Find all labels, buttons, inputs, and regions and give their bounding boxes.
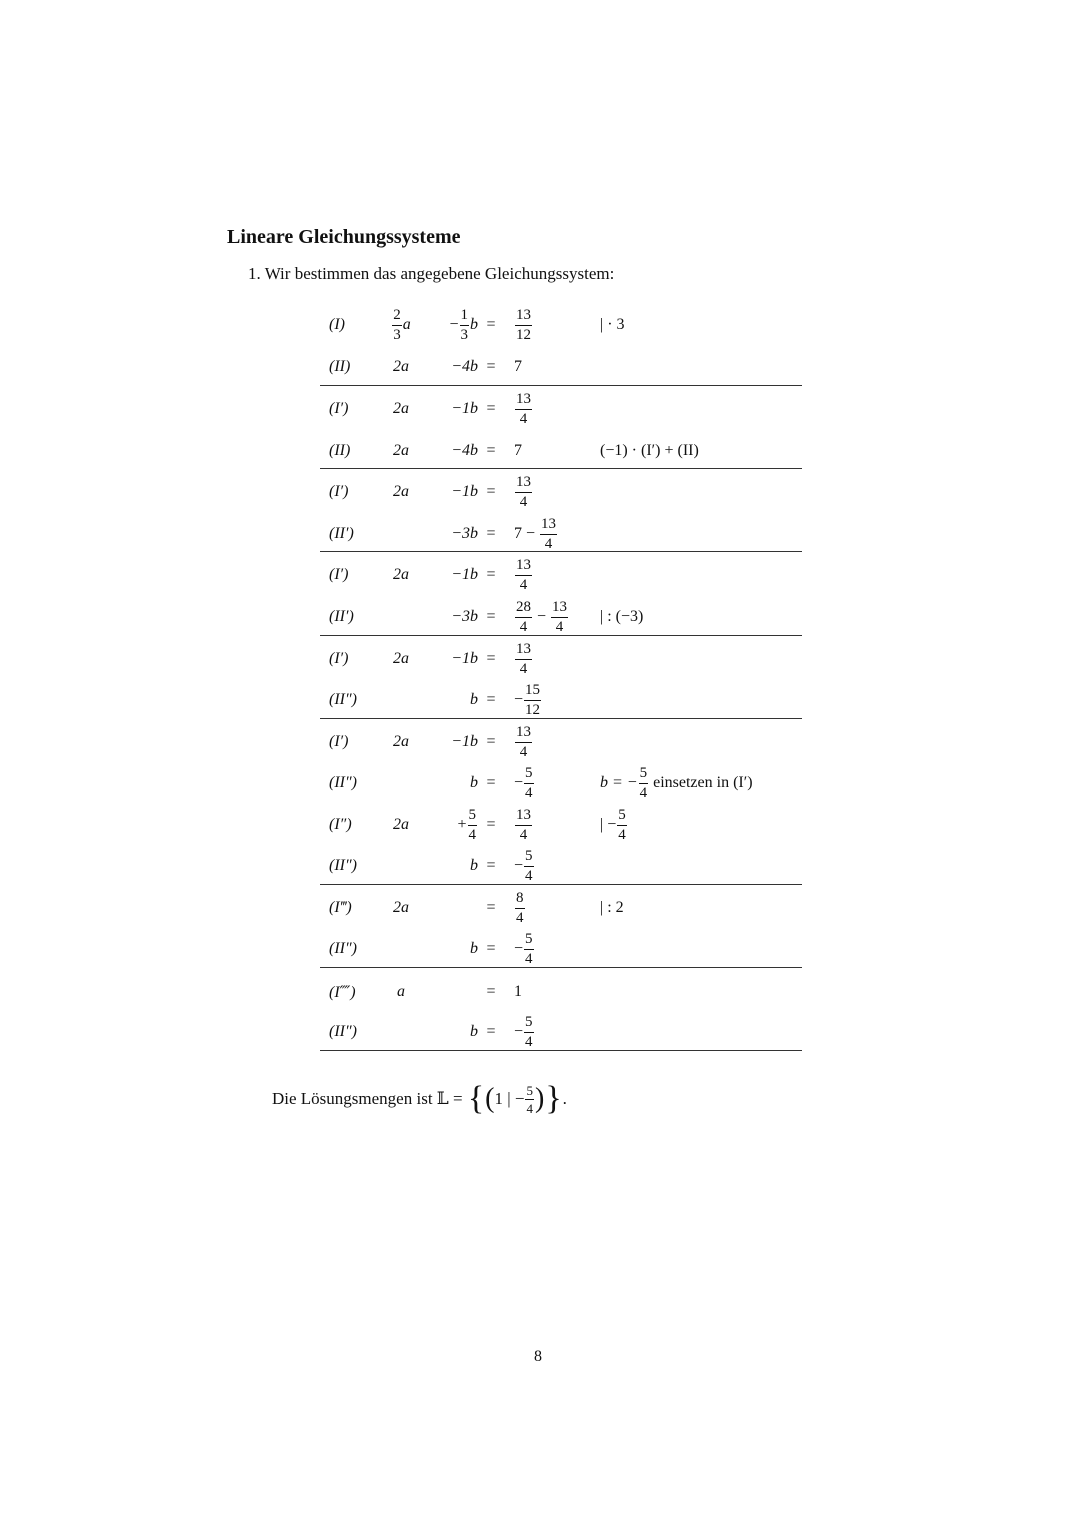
fraction xyxy=(551,600,568,635)
numerator: 5 xyxy=(617,808,627,826)
equation-row xyxy=(320,1013,802,1051)
equals-sign: = xyxy=(486,608,496,625)
equation-row xyxy=(320,973,802,1011)
equation-label: (II″) xyxy=(329,691,357,708)
numerator: 28 xyxy=(515,600,532,618)
denominator: 4 xyxy=(525,950,533,967)
denominator: 4 xyxy=(526,1100,533,1116)
operation-note: (−1) · (I′) + (II) xyxy=(600,442,699,459)
operation-note: | : 2 xyxy=(600,899,624,916)
equals-sign: = xyxy=(486,691,496,708)
denominator: 4 xyxy=(639,784,648,801)
equals-sign: = xyxy=(486,358,496,375)
denominator: 4 xyxy=(555,618,564,635)
equation-row xyxy=(320,847,802,885)
operation-note: | : (−3) xyxy=(600,608,644,625)
term-b: −3b xyxy=(451,608,478,625)
numerator: 8 xyxy=(515,891,525,909)
term-a: 2a xyxy=(393,650,409,667)
fraction xyxy=(515,725,532,760)
equation-label: (I′) xyxy=(329,733,349,750)
equation-row xyxy=(320,806,802,844)
sign: − xyxy=(514,691,524,708)
equation-label: (I′) xyxy=(329,400,349,417)
equation-label: (II′) xyxy=(329,608,354,625)
fraction xyxy=(468,808,478,843)
equation-row xyxy=(320,640,802,678)
equals-sign: = xyxy=(486,983,496,1000)
numerator: 13 xyxy=(515,392,532,410)
equals-sign: = xyxy=(486,442,496,459)
right-hand-side: 1 xyxy=(514,983,522,1000)
term-b: b xyxy=(470,691,478,708)
fraction xyxy=(639,766,649,801)
numerator: 5 xyxy=(639,766,649,784)
denominator: 3 xyxy=(460,326,468,343)
right-hand-side xyxy=(514,1013,535,1051)
equals-sign: = xyxy=(486,566,496,583)
equals-sign: = xyxy=(486,1023,496,1040)
numerator: 1 xyxy=(460,308,470,326)
right-hand-side xyxy=(514,806,533,844)
step-divider xyxy=(320,551,802,552)
step-divider xyxy=(320,635,802,636)
fraction xyxy=(515,475,532,510)
term-a: 2a xyxy=(393,483,409,500)
equation-row xyxy=(320,681,802,719)
right-hand-side xyxy=(514,515,558,553)
page-number: 8 xyxy=(534,1348,542,1365)
equals-sign: = xyxy=(486,940,496,957)
equation-row xyxy=(320,598,802,636)
equation-label: (I⁗) xyxy=(329,984,356,1001)
denominator: 4 xyxy=(519,743,528,760)
equation-row xyxy=(320,473,802,511)
fraction xyxy=(515,600,532,635)
equation-row xyxy=(320,515,802,553)
fraction xyxy=(515,808,532,843)
denominator: 12 xyxy=(516,326,531,343)
numerator: 5 xyxy=(526,1082,533,1098)
fraction xyxy=(617,808,627,843)
right-hand-side xyxy=(514,847,535,885)
brace-open: { xyxy=(467,1080,485,1117)
equation-label: (I″) xyxy=(329,816,352,833)
equation-label: (I) xyxy=(329,316,345,333)
solution-statement xyxy=(272,1082,567,1116)
sign: − xyxy=(514,857,524,874)
term-b: −1b xyxy=(451,650,478,667)
equation-label: (II″) xyxy=(329,774,357,791)
brace-close: } xyxy=(545,1080,562,1117)
sign: − xyxy=(514,940,524,957)
fraction xyxy=(392,308,402,343)
right-hand-side xyxy=(514,598,569,636)
right-hand-side xyxy=(514,306,533,344)
fraction xyxy=(460,308,470,343)
equation-label: (II″) xyxy=(329,940,357,957)
right-hand-side xyxy=(514,889,526,927)
numerator: 13 xyxy=(515,725,532,743)
equals-sign: = xyxy=(486,816,496,833)
equation-row xyxy=(320,390,802,428)
right-hand-side xyxy=(514,556,533,594)
fraction xyxy=(515,891,525,926)
equation-label: (II″) xyxy=(329,857,357,874)
fraction xyxy=(515,308,532,343)
paren-open: ( xyxy=(485,1083,495,1114)
term-a: 2a xyxy=(393,566,409,583)
sign: − xyxy=(514,1089,525,1108)
denominator: 4 xyxy=(525,784,533,801)
equation-row xyxy=(320,930,802,968)
term-b: b xyxy=(470,857,478,874)
sign: − xyxy=(514,774,524,791)
term-b: −3b xyxy=(451,525,478,542)
denominator: 4 xyxy=(516,909,524,926)
variable: a xyxy=(402,316,411,333)
term-b: −4b xyxy=(451,358,478,375)
denominator: 4 xyxy=(525,1033,533,1050)
equals-sign: = xyxy=(486,316,496,333)
period: . xyxy=(562,1089,567,1108)
equation-row xyxy=(320,348,802,386)
equation-label: (II) xyxy=(329,358,351,375)
numerator: 5 xyxy=(524,932,534,950)
equals-sign: = xyxy=(486,650,496,667)
note-suffix: einsetzen in (I′) xyxy=(653,774,753,791)
exercise-intro: 1. Wir bestimmen das angegebene Gleichungssystem: xyxy=(248,264,615,283)
right-hand-side xyxy=(514,640,533,678)
term-a: 2a xyxy=(393,733,409,750)
solution-text: Die Lösungsmengen ist 𝕃 = xyxy=(272,1089,463,1108)
solution-x: 1 xyxy=(494,1089,503,1108)
numerator: 13 xyxy=(515,558,532,576)
fraction xyxy=(525,1084,534,1115)
numerator: 5 xyxy=(524,849,534,867)
numerator: 5 xyxy=(524,1015,534,1033)
term-a xyxy=(380,306,422,344)
term-b: −1b xyxy=(451,483,478,500)
step-divider xyxy=(320,385,802,386)
denominator: 12 xyxy=(525,701,541,718)
right-hand-side xyxy=(514,764,535,802)
equals-sign: = xyxy=(486,857,496,874)
equals-sign: = xyxy=(486,774,496,791)
denominator: 4 xyxy=(519,618,528,635)
term-b: b xyxy=(470,1023,478,1040)
term-b: −1b xyxy=(451,733,478,750)
step-divider xyxy=(320,718,802,719)
fraction xyxy=(524,1015,534,1050)
term-b: −1b xyxy=(451,566,478,583)
equation-row xyxy=(320,432,802,470)
right-hand-side: 7 xyxy=(514,358,522,375)
term-b xyxy=(430,306,478,344)
numerator: 5 xyxy=(468,808,478,826)
equals-sign: = xyxy=(486,899,496,916)
equation-row xyxy=(320,306,802,344)
equation-label: (I′) xyxy=(329,483,349,500)
operation-note xyxy=(600,764,753,802)
term-b xyxy=(430,806,478,844)
term-b: b xyxy=(470,774,478,791)
note-prefix: | − xyxy=(600,816,617,833)
right-hand-side: 7 xyxy=(514,442,522,459)
fraction xyxy=(540,517,557,552)
equation-row xyxy=(320,556,802,594)
sign: − xyxy=(449,316,459,333)
equation-label: (I′) xyxy=(329,650,349,667)
term-a: 2a xyxy=(393,899,409,916)
sign: + xyxy=(457,816,467,833)
numerator: 13 xyxy=(551,600,568,618)
term-b: b xyxy=(470,940,478,957)
fraction xyxy=(524,932,534,967)
denominator: 4 xyxy=(519,410,528,427)
step-divider xyxy=(320,967,802,968)
denominator: 4 xyxy=(519,493,528,510)
equation-row xyxy=(320,764,802,802)
variable: b xyxy=(470,316,478,333)
term-a: 2a xyxy=(393,400,409,417)
term-a: a xyxy=(397,983,405,1000)
minus-sign: − xyxy=(537,608,547,625)
denominator: 4 xyxy=(519,826,528,843)
right-hand-side xyxy=(514,681,542,719)
right-hand-side xyxy=(514,723,533,761)
operation-note: | · 3 xyxy=(600,316,625,333)
equation-label: (I′) xyxy=(329,566,349,583)
step-divider xyxy=(320,884,802,885)
sign: − xyxy=(514,1023,524,1040)
equals-sign: = xyxy=(486,525,496,542)
paren-close: ) xyxy=(534,1083,545,1114)
fraction xyxy=(515,392,532,427)
fraction xyxy=(524,849,534,884)
equals-sign: = xyxy=(486,483,496,500)
section-title: Lineare Gleichungssysteme xyxy=(227,226,461,248)
note-prefix: b = − xyxy=(600,774,638,791)
term-a: 2a xyxy=(393,816,409,833)
equation-label: (II) xyxy=(329,442,351,459)
numerator: 2 xyxy=(392,308,402,326)
denominator: 4 xyxy=(519,660,528,677)
equation-row xyxy=(320,723,802,761)
right-hand-side xyxy=(514,930,535,968)
numerator: 13 xyxy=(515,308,532,326)
term-b: −1b xyxy=(451,400,478,417)
term-a: 2a xyxy=(393,358,409,375)
right-hand-side xyxy=(514,390,533,428)
numerator: 13 xyxy=(515,475,532,493)
fraction xyxy=(524,683,541,718)
solution-separator: | xyxy=(507,1089,511,1108)
equation-label: (II″) xyxy=(329,1023,357,1040)
denominator: 4 xyxy=(468,826,476,843)
denominator: 4 xyxy=(525,867,533,884)
numerator: 13 xyxy=(515,808,532,826)
operation-note xyxy=(600,806,628,844)
equation-row xyxy=(320,889,802,927)
term-a: 2a xyxy=(393,442,409,459)
fraction xyxy=(524,766,534,801)
term-b: −4b xyxy=(451,442,478,459)
denominator: 3 xyxy=(393,326,401,343)
numerator: 13 xyxy=(515,642,532,660)
numerator: 5 xyxy=(524,766,534,784)
equals-sign: = xyxy=(486,400,496,417)
denominator: 4 xyxy=(544,535,553,552)
denominator: 4 xyxy=(618,826,626,843)
step-divider xyxy=(320,468,802,469)
denominator: 4 xyxy=(519,576,528,593)
equation-label: (I‴) xyxy=(329,899,352,916)
numerator: 15 xyxy=(524,683,541,701)
numerator: 13 xyxy=(540,517,557,535)
expression-prefix: 7 − xyxy=(514,525,536,542)
fraction xyxy=(515,642,532,677)
step-divider xyxy=(320,1050,802,1051)
right-hand-side xyxy=(514,473,533,511)
equals-sign: = xyxy=(486,733,496,750)
fraction xyxy=(515,558,532,593)
equation-label: (II′) xyxy=(329,525,354,542)
